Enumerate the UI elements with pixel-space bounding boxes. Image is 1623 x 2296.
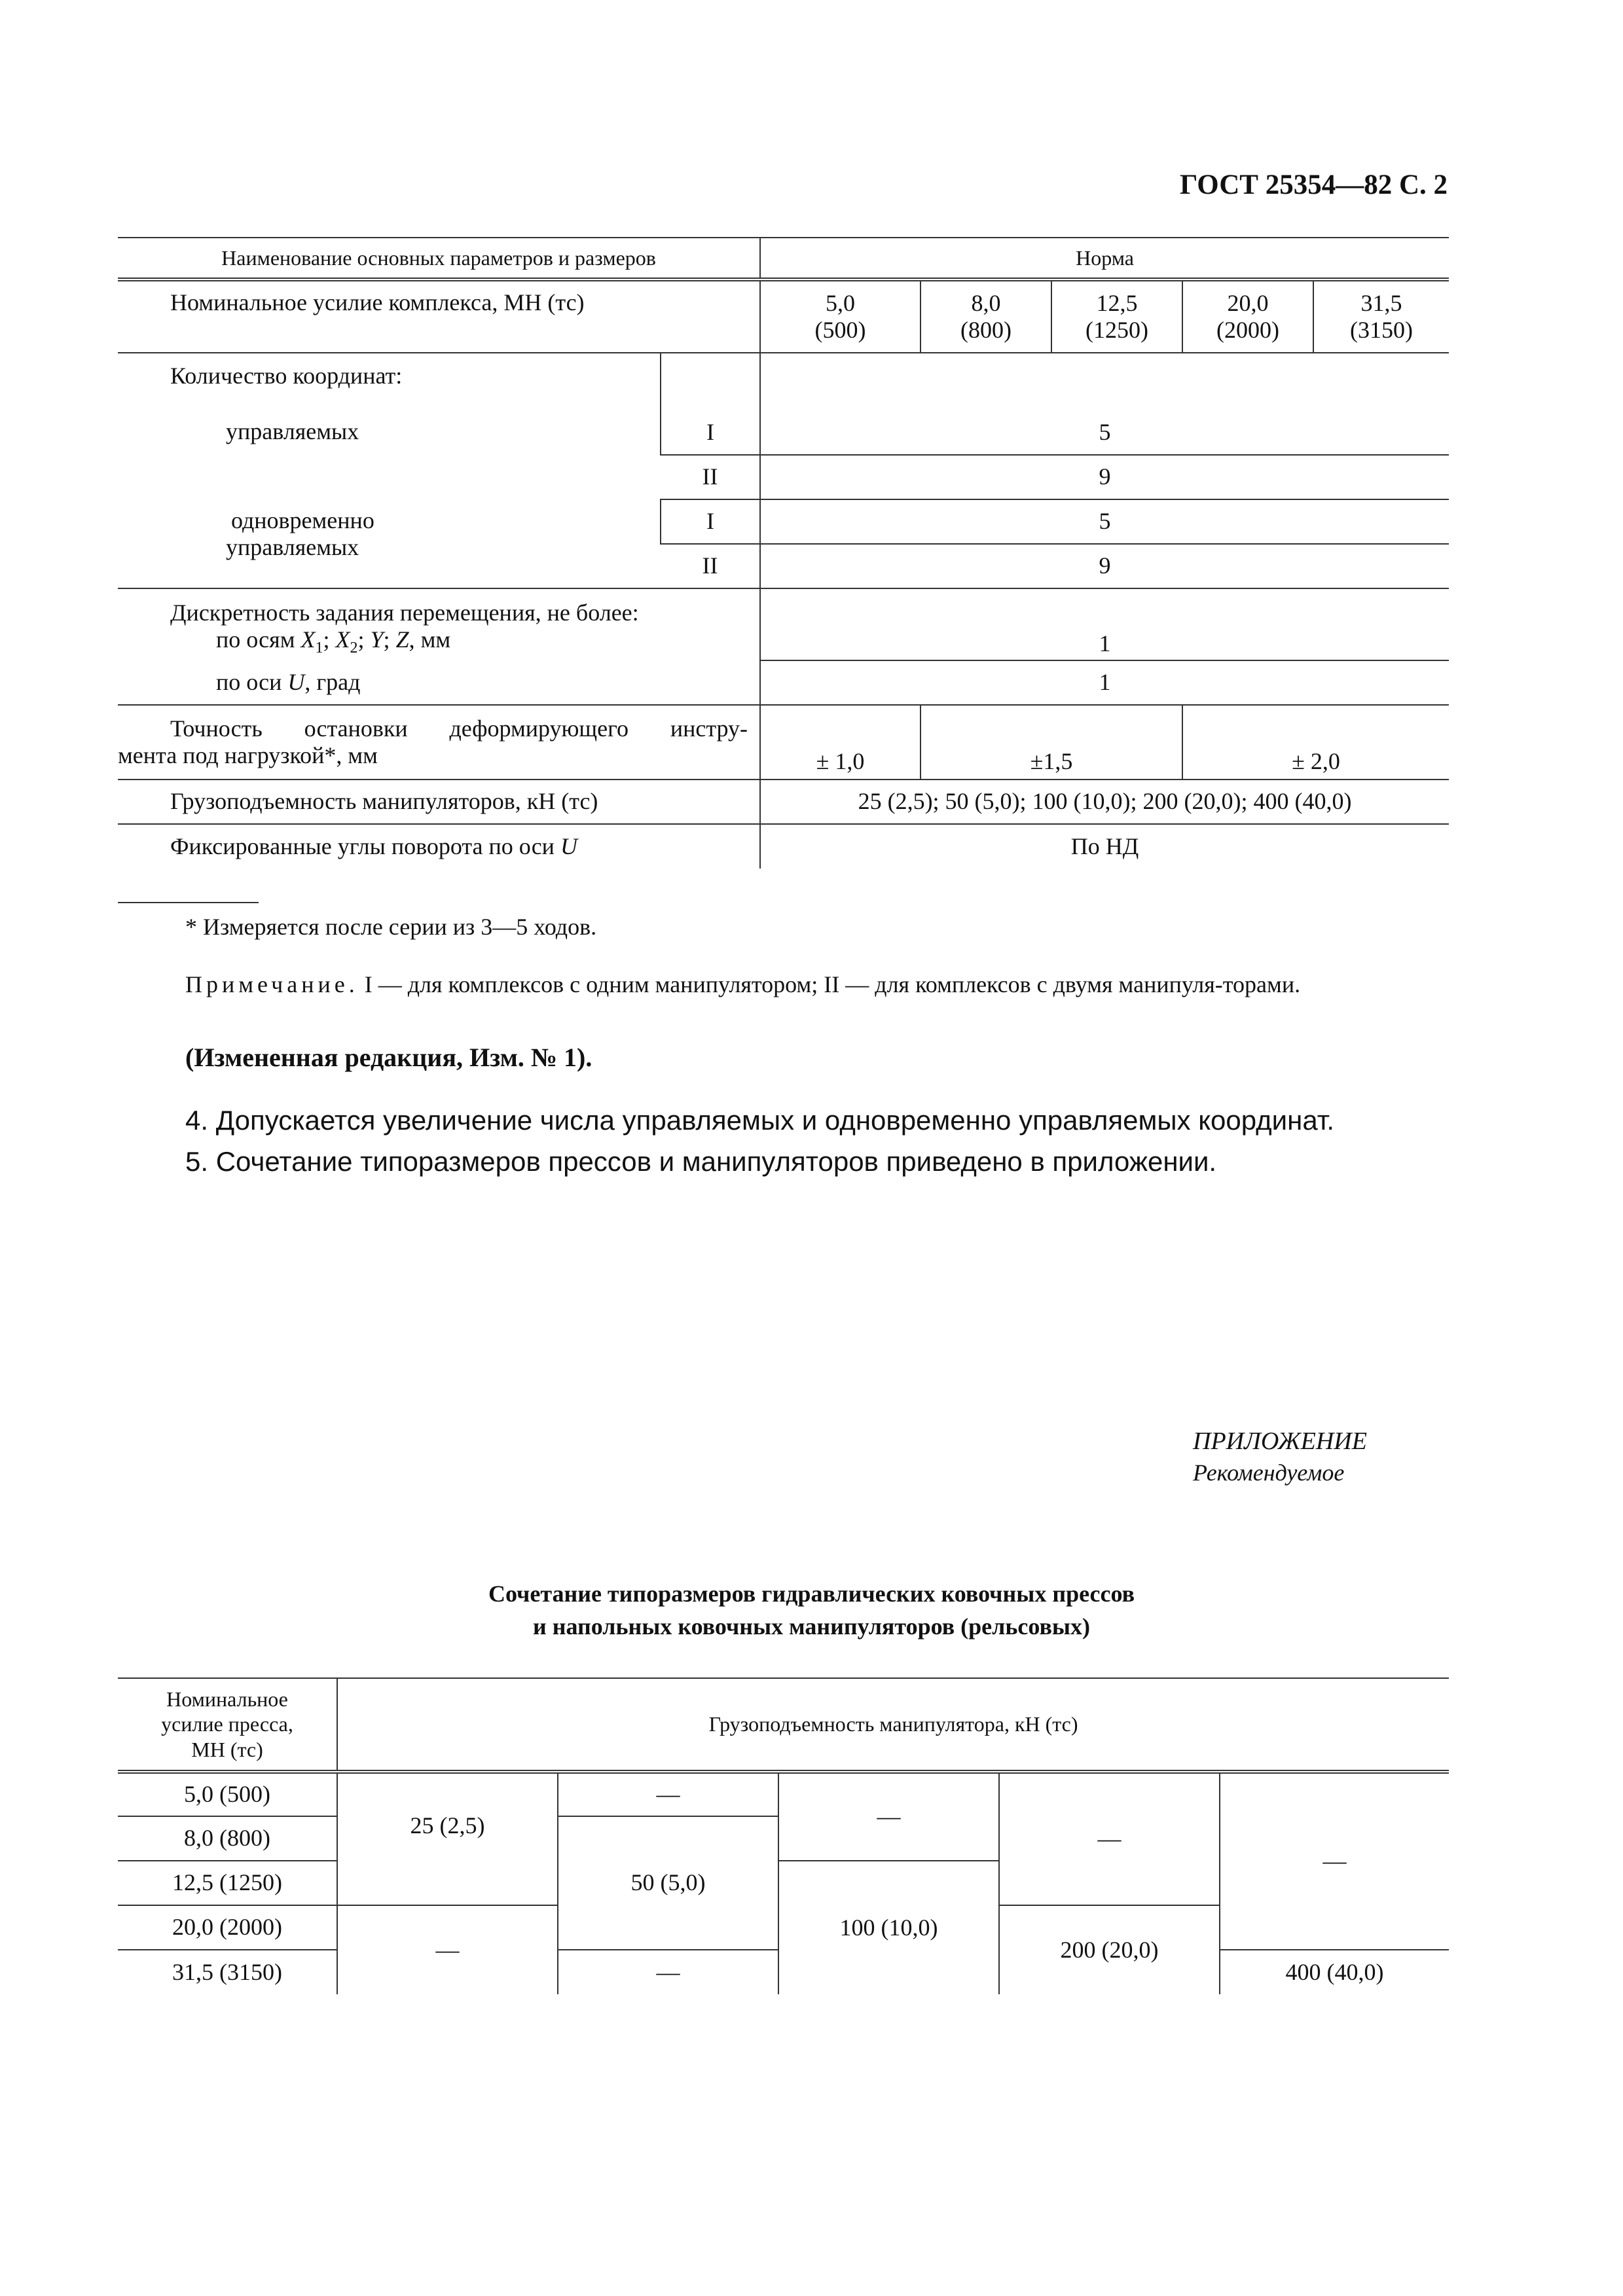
press-cell: 20,0 (2000) — [118, 1905, 337, 1950]
table-row — [118, 410, 1449, 455]
capacity-cell: 100 (10,0) — [778, 1861, 999, 1994]
type-cell: II — [661, 544, 760, 588]
note: Примечание. I — для комплексов с одним манипулятором; II — для комплексов с двумя манипуля-торами. — [185, 971, 1301, 997]
row-label-accuracy: Точность остановки деформирующего инстру- мента под нагрузкой*, мм — [118, 705, 760, 780]
value-cell: По НД — [760, 824, 1449, 869]
press-cell: 8,0 (800) — [118, 1816, 337, 1861]
press-cell: 31,5 (3150) — [118, 1950, 337, 1994]
column-header-norm: Норма — [760, 238, 1449, 279]
revision-note: (Измененная редакция, Изм. № 1). — [185, 1043, 593, 1072]
column-header-capacity: Грузоподъемность манипулятора, кН (тс) — [337, 1678, 1449, 1772]
value-cell: 1 — [760, 588, 1449, 660]
numbered-items — [185, 1100, 1334, 1182]
dash-cell: — — [1220, 1772, 1449, 1950]
page-header: ГОСТ 25354—82 С. 2 — [1179, 170, 1448, 200]
axes-label: по осям $X_1$; $X_2$; Y; Z, мм — [216, 626, 451, 657]
value-cell: 5 — [760, 410, 1449, 455]
value-cell: 5 — [760, 499, 1449, 544]
table-row — [118, 279, 1449, 353]
row-label-u-axis: по оси U, град — [216, 668, 361, 695]
type-cell: II — [661, 455, 760, 499]
value-cell: 25 (2,5); 50 (5,0); 100 (10,0); 200 (20,0); 400 (40,0) — [760, 780, 1449, 824]
table-header-row — [118, 238, 1449, 279]
type-cell: I — [661, 410, 760, 455]
nominal-value: 31,5 (3150) — [1313, 279, 1449, 353]
press-cell: 5,0 (500) — [118, 1772, 337, 1816]
column-header-parameters: Наименование основных параметров и размеров — [118, 238, 760, 279]
capacity-cell: 50 (5,0) — [558, 1816, 778, 1950]
table-row — [118, 780, 1449, 824]
dash-cell: — — [558, 1950, 778, 1994]
column-header-press: Номинальное усилие пресса, МН (тс) — [118, 1678, 337, 1772]
nominal-value: 8,0 (800) — [921, 279, 1051, 353]
row-label-controlled: управляемых — [226, 418, 359, 444]
press-cell: 12,5 (1250) — [118, 1861, 337, 1905]
dash-cell: — — [999, 1772, 1220, 1905]
table-row — [118, 588, 1449, 660]
appendix-label: ПРИЛОЖЕНИЕ Рекомендуемое — [1193, 1427, 1367, 1486]
dash-cell: — — [558, 1772, 778, 1816]
footnote-divider — [118, 902, 259, 903]
combination-table — [118, 1677, 1449, 1994]
row-label-capacity: Грузоподъемность манипуляторов, кН (тс) — [118, 780, 760, 824]
dash-cell: — — [337, 1905, 558, 1994]
row-label-simultaneous: одновременно управляемых — [226, 507, 374, 561]
table-header-row — [118, 1678, 1449, 1772]
list-item: 5. Сочетание типоразмеров прессов и манипуляторов приведено в приложении. — [185, 1146, 1217, 1177]
table-row — [118, 705, 1449, 780]
capacity-cell: 25 (2,5) — [337, 1772, 558, 1905]
nominal-value: 12,5 (1250) — [1051, 279, 1182, 353]
table-row — [118, 660, 1449, 705]
row-label-coordinates: Количество координат: — [118, 353, 661, 410]
accuracy-value: ± 1,0 — [760, 705, 921, 780]
nominal-value: 20,0 (2000) — [1182, 279, 1313, 353]
table-row — [118, 1772, 1449, 1816]
row-label-angles: Фиксированные углы поворота по оси U — [118, 824, 760, 869]
nominal-value: 5,0 (500) — [760, 279, 921, 353]
parameters-table — [118, 237, 1449, 869]
footnote: * Измеряется после серии из 3—5 ходов. — [185, 914, 597, 940]
value-cell: 1 — [760, 660, 1449, 705]
capacity-cell: 400 (40,0) — [1220, 1950, 1449, 1994]
row-label-nominal-force: Номинальное усилие комплекса, МН (тс) — [118, 279, 760, 353]
list-item: 4. Допускается увеличение числа управляемых и одновременно управляемых координат. — [185, 1105, 1335, 1136]
table-row — [118, 353, 1449, 410]
table-row — [118, 824, 1449, 869]
accuracy-value: ±1,5 — [921, 705, 1182, 780]
appendix-table-title: Сочетание типоразмеров гидравлических ковочных прессов и напольных ковочных манипуляторов (рельсовых) — [488, 1581, 1135, 1640]
table-row — [118, 499, 1449, 544]
value-cell: 9 — [760, 455, 1449, 499]
accuracy-value: ± 2,0 — [1182, 705, 1449, 780]
dash-cell: — — [778, 1772, 999, 1861]
capacity-cell: 200 (20,0) — [999, 1905, 1220, 1994]
row-label-discreteness: Дискретность задания перемещения, не более: по осям $X_1$; $X_2$; Y; Z, мм — [118, 588, 760, 660]
type-cell: I — [661, 499, 760, 544]
value-cell: 9 — [760, 544, 1449, 588]
